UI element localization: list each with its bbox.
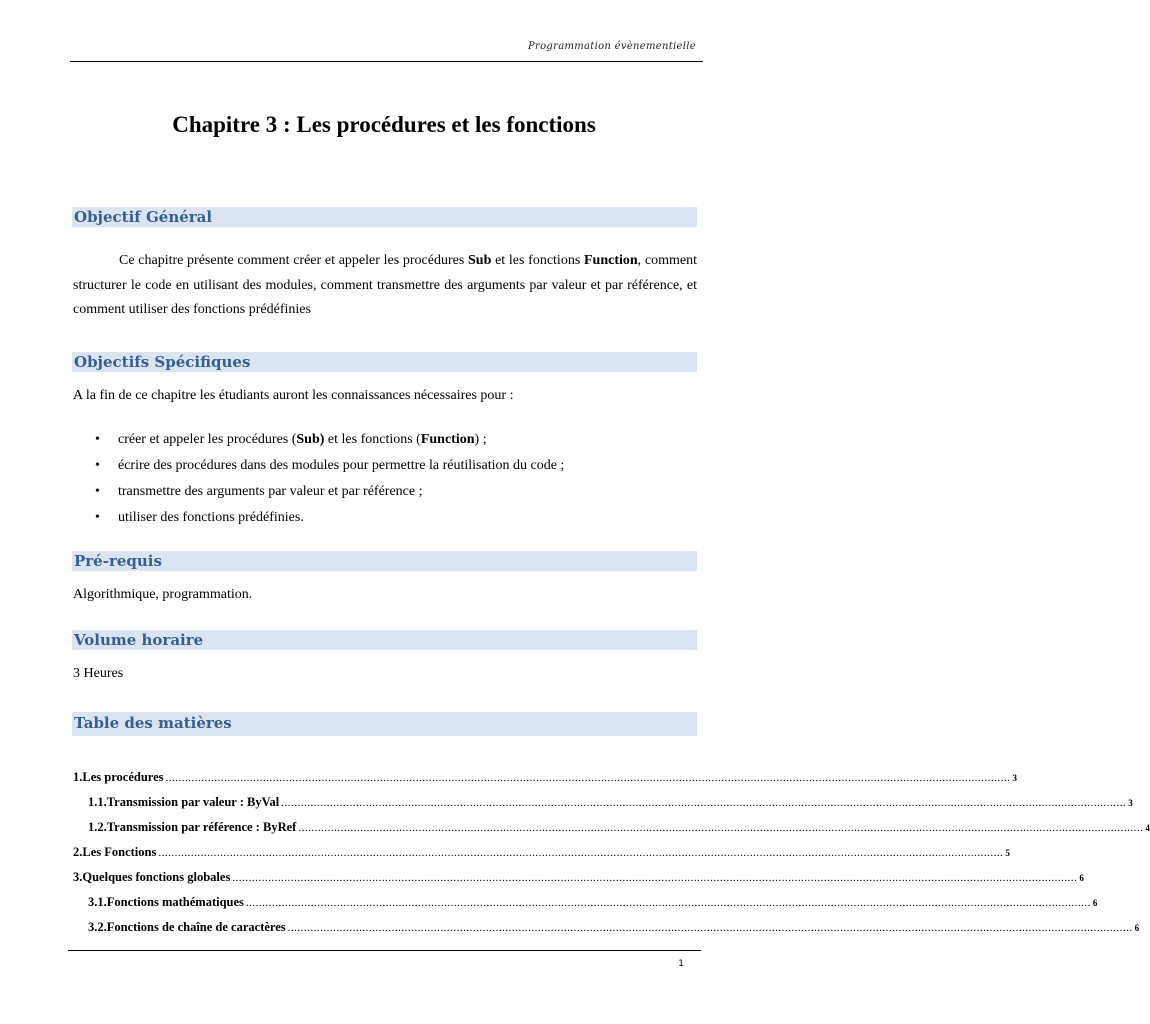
toc-entry[interactable] — [73, 890, 1098, 915]
toc-entry-page: 6 — [1134, 922, 1140, 933]
toc-entry-number: 3.1. — [88, 895, 107, 909]
section-heading-objectif-general: Objectif Général — [72, 207, 697, 227]
toc-leader-dots: .................................................................................................................................................................................................................................................................... — [298, 821, 1144, 834]
toc-entry-page: 5 — [1005, 847, 1010, 858]
toc-entry-page: 4 — [1145, 822, 1150, 833]
page-number: 1 — [678, 959, 684, 969]
toc-entry-page: 3 — [1012, 772, 1018, 783]
toc-leader-dots: .................................................................................................................................................................................................................................................................... — [287, 921, 1133, 934]
bullet-icon: • — [95, 432, 100, 447]
toc-entry-page: 6 — [1092, 897, 1098, 908]
prerequis-text: Algorithmique, programmation. — [73, 587, 253, 602]
section-heading-table-des-matieres: Table des matières — [72, 712, 697, 736]
toc-entry-label: Fonctions mathématiques — [106, 895, 244, 909]
toc-entry-number: 1.1. — [88, 795, 107, 809]
bullet-icon: • — [95, 484, 100, 499]
toc-entry[interactable] — [73, 790, 1133, 815]
toc-entry-label: Fonctions de chaîne de caractères — [106, 920, 286, 934]
toc-entry-number: 3. — [73, 870, 83, 884]
objectifs-list — [95, 429, 564, 533]
toc-entry-label: Les Fonctions — [82, 845, 157, 859]
header-rule — [70, 61, 703, 62]
list-item: • créer et appeler les procédures (Sub) et les fonctions (Function) ; — [95, 429, 564, 455]
section-heading-volume-horaire: Volume horaire — [72, 630, 697, 650]
toc-entry-number: 2. — [73, 845, 83, 859]
toc-entry-page: 3 — [1128, 797, 1133, 808]
list-item: • transmettre des arguments par valeur et par référence ; — [95, 481, 564, 507]
toc-leader-dots: .................................................................................................................................................................................................................................................................... — [245, 896, 1091, 909]
toc-entry[interactable] — [73, 815, 1150, 840]
table-of-contents — [73, 765, 1150, 940]
toc-leader-dots: .................................................................................................................................................................................................................................................................... — [165, 771, 1011, 784]
toc-entry-label: Les procédures — [82, 770, 164, 784]
bullet-icon: • — [95, 510, 100, 525]
toc-entry-label: Quelques fonctions globales — [82, 870, 231, 884]
chapter-title: Chapitre 3 : Les procédures et les fonctions — [172, 112, 596, 137]
toc-leader-dots: .................................................................................................................................................................................................................................................................... — [158, 846, 1004, 859]
toc-leader-dots: .................................................................................................................................................................................................................................................................... — [281, 796, 1127, 809]
toc-leader-dots: .................................................................................................................................................................................................................................................................... — [232, 871, 1078, 884]
list-item: • écrire des procédures dans des modules pour permettre la réutilisation du code ; — [95, 455, 564, 481]
section-heading-objectifs-specifiques: Objectifs Spécifiques — [72, 352, 697, 372]
toc-entry[interactable] — [73, 915, 1140, 940]
toc-entry[interactable] — [73, 865, 1084, 890]
toc-entry-number: 1.2. — [88, 820, 107, 834]
toc-entry-page: 6 — [1079, 872, 1084, 883]
bullet-icon: • — [95, 458, 100, 473]
toc-entry-number: 1. — [73, 770, 83, 784]
volume-horaire-text: 3 Heures — [73, 666, 124, 681]
toc-entry-number: 3.2. — [88, 920, 107, 934]
objectifs-intro: A la fin de ce chapitre les étudiants auront les connaissances nécessaires pour : — [73, 388, 514, 403]
toc-entry[interactable] — [73, 840, 1010, 865]
section-heading-prerequis: Pré-requis — [72, 551, 697, 571]
toc-entry-label: Transmission par référence : ByRef — [106, 820, 297, 834]
objectif-general-paragraph: Ce chapitre présente comment créer et appeler les procédures Sub et les fonctions Function, comment structurer le code en utilisant des modules, comment transmettre des arguments par valeur et par référence, et comment utiliser des fonctions prédéfinies — [73, 253, 697, 317]
list-item: • utiliser des fonctions prédéfinies. — [95, 507, 564, 533]
running-header: Programmation évènementielle — [528, 41, 696, 52]
footer-rule — [68, 950, 701, 951]
toc-entry-label: Transmission par valeur : ByVal — [106, 795, 280, 809]
toc-entry[interactable] — [73, 765, 1018, 790]
